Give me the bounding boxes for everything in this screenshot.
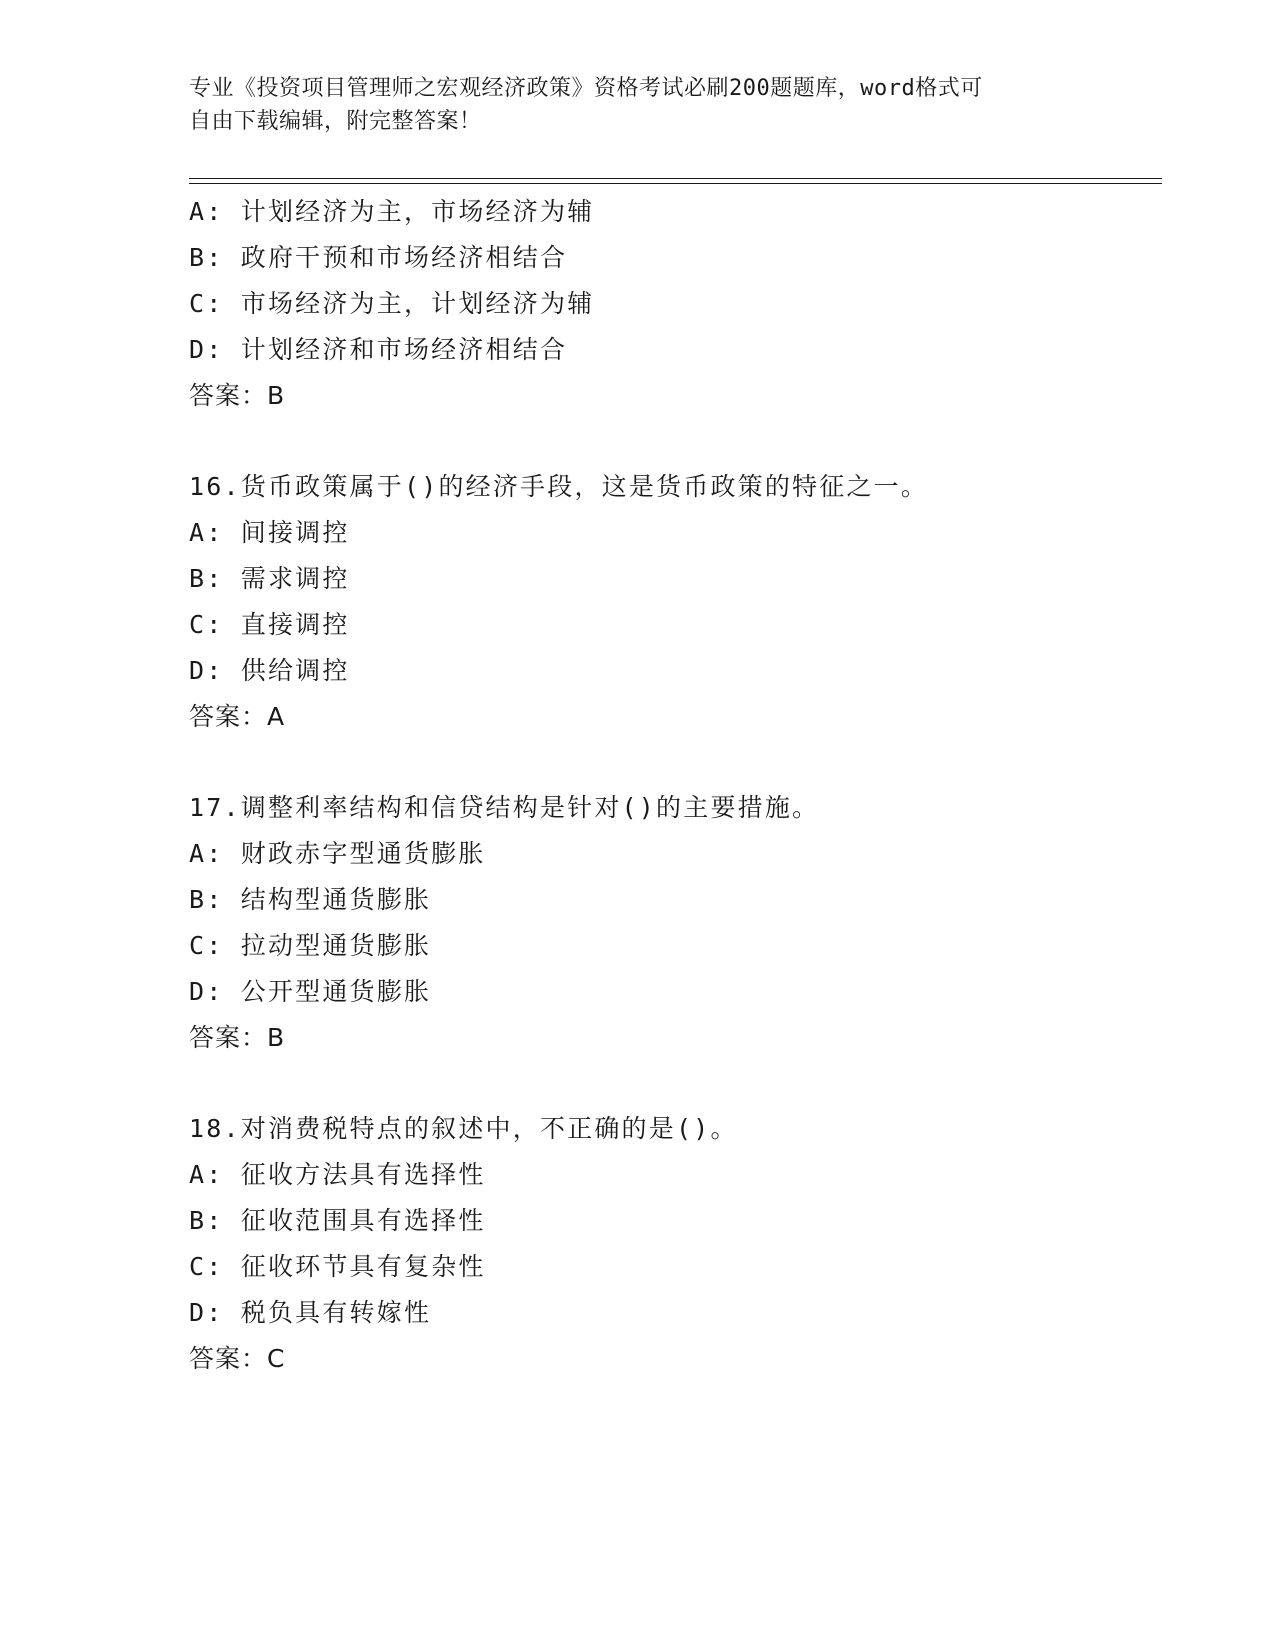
option-c: C: 征收环节具有复杂性 (189, 1252, 486, 1281)
option-a: A: 间接调控 (189, 518, 350, 547)
option-b: B: 结构型通货膨胀 (189, 885, 432, 914)
option-c: C: 拉动型通货膨胀 (189, 931, 432, 960)
document-header (189, 72, 1089, 138)
option-c: C: 直接调控 (189, 610, 350, 639)
question-item-17 (189, 785, 1149, 1061)
question-item-18 (189, 1106, 1149, 1382)
option-a: A: 计划经济为主，市场经济为辅 (189, 197, 595, 226)
answer-line: 答案：A (189, 702, 286, 731)
question-item-15 (189, 189, 1149, 419)
header-title-line-1: 专业《投资项目管理师之宏观经济政策》资格考试必刷200题题库，word格式可 (189, 76, 983, 101)
question-item-16 (189, 464, 1149, 740)
option-d: D: 公开型通货膨胀 (189, 977, 432, 1006)
question-list (189, 189, 1149, 1427)
option-b: B: 征收范围具有选择性 (189, 1206, 486, 1235)
header-divider-top (189, 178, 1162, 179)
question-stem: 16.货币政策属于()的经济手段，这是货币政策的特征之一。 (189, 472, 929, 501)
option-d: D: 税负具有转嫁性 (189, 1298, 432, 1327)
answer-line: 答案：B (189, 381, 286, 410)
answer-line: 答案：B (189, 1023, 286, 1052)
header-divider-bottom (189, 183, 1162, 184)
option-d: D: 计划经济和市场经济相结合 (189, 335, 568, 364)
answer-line: 答案：C (189, 1344, 286, 1373)
option-b: B: 需求调控 (189, 564, 350, 593)
option-a: A: 征收方法具有选择性 (189, 1160, 486, 1189)
option-d: D: 供给调控 (189, 656, 350, 685)
header-title-line-2: 自由下载编辑，附完整答案！ (189, 109, 482, 134)
question-stem: 17.调整利率结构和信贷结构是针对()的主要措施。 (189, 793, 820, 822)
option-c: C: 市场经济为主，计划经济为辅 (189, 289, 595, 318)
option-b: B: 政府干预和市场经济相结合 (189, 243, 568, 272)
question-stem: 18.对消费税特点的叙述中，不正确的是()。 (189, 1114, 738, 1143)
option-a: A: 财政赤字型通货膨胀 (189, 839, 486, 868)
